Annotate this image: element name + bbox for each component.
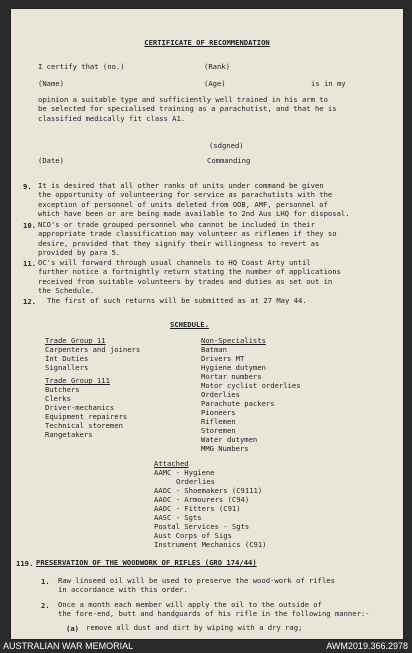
non-specialists-heading: Non-Specialists	[201, 336, 266, 345]
cert-body: opinion a suitable type and sufficiently well trained in his arm to be selected for specialised training as a parachutist, and that he is classified medically fit class A1.	[38, 95, 337, 123]
attached-item: Aust Corps of Sigs	[154, 531, 232, 540]
para-9-number: 9.	[23, 182, 32, 191]
para-119-item-number: (a)	[66, 624, 79, 633]
para-119-item-text: Raw linseed oil will be used to preserve the wood-work of rifles in accordance with this order.	[58, 576, 335, 595]
para-119-number: 119.	[16, 559, 34, 568]
para-10-number: 10.	[23, 221, 36, 230]
trade-group-ii-item: Int Duties	[45, 354, 89, 363]
para-119-item-text: Once a month each member will apply the oil to the outside of the fore-end, butt and handguards of his rifle in the following manner:-	[58, 600, 370, 619]
para-119-heading: PRESERVATION OF THE WOODWORK OF RIFLES (GRO 174/44)	[36, 558, 257, 567]
footer-accession-id: AWM2019.366.2978	[326, 641, 408, 651]
trade-group-ii-item: Signallers	[45, 363, 89, 372]
footer-bar	[0, 640, 412, 653]
para-119-item-number: 2.	[41, 601, 50, 610]
attached-item: AAOC - Armourers (C94)	[154, 495, 250, 504]
non-specialists-item: Orderlies	[201, 390, 240, 399]
attached-item: Orderlies	[176, 477, 215, 486]
para-11-number: 11.	[23, 259, 36, 268]
non-specialists-item: Motor cyclist orderlies	[201, 381, 301, 390]
page-title: CERTIFICATE OF RECOMMENDATION	[144, 38, 270, 47]
non-specialists-item: Parachute packers	[201, 399, 275, 408]
attached-item: Instrument Mechanics (C91)	[154, 540, 267, 549]
trade-group-iii-heading: Trade Group 111	[45, 376, 110, 385]
non-specialists-item: Drivers MT	[201, 354, 245, 363]
cert-line1-right: (Rank)	[204, 62, 230, 71]
schedule-title: SCHEDULE.	[170, 320, 209, 329]
trade-group-iii-item: Technical storemen	[45, 421, 123, 430]
attached-heading: Attached	[154, 459, 189, 468]
para-119-item-text: remove all dust and dirt by wiping with a dry rag;	[86, 623, 303, 632]
trade-group-ii-heading: Trade Group 11	[45, 336, 106, 345]
para-10-text: NCO's or trade grouped personnel who cannot be included in their appropriate trade classification may volunteer as riflemen if they so desire, provided that they signify their willingness to revert as provided by para 5.	[38, 220, 337, 258]
cert-line2-right: is in my	[311, 79, 346, 88]
trade-group-iii-item: Butchers	[45, 385, 80, 394]
non-specialists-item: MMG Numbers	[201, 444, 249, 453]
non-specialists-item: Hygiene dutymen	[201, 363, 266, 372]
non-specialists-item: Riflemen	[201, 417, 236, 426]
attached-item: AAOC - Fitters (C91)	[154, 504, 241, 513]
non-specialists-item: Batman	[201, 345, 227, 354]
non-specialists-item: Water dutymen	[201, 435, 258, 444]
cert-date: (Date)	[38, 156, 64, 165]
attached-item: AAMC - Hygiene	[154, 468, 215, 477]
para-9-text: It is desired that all other ranks of units under command be given the opportunity of volunteering for service as parachutists with the exception of personnel of units deleted from OOB, AMF, personnel of which have been or are being made available to 2nd Aus LHQ for disposal.	[38, 181, 350, 219]
trade-group-iii-item: Rangetakers	[45, 430, 93, 439]
non-specialists-item: Storemen	[201, 426, 236, 435]
attached-item: AAOC - Shoemakers (C9111)	[154, 486, 263, 495]
non-specialists-item: Mortar numbers	[201, 372, 262, 381]
cert-commanding: Commanding	[207, 156, 251, 165]
para-12-number: 12.	[23, 297, 36, 306]
para-11-text: OC's will forward through usual channels to HQ Coast Arty until further notice a fortnightly return stating the number of applications received from suitable volunteers by trades and duties as set out in the Schedule.	[38, 258, 341, 296]
attached-item: Postal Services - Sgts	[154, 522, 250, 531]
cert-line1-left: I certify that (no.)	[38, 62, 125, 71]
trade-group-iii-item: Equipment repairers	[45, 412, 128, 421]
cert-line2-left: (Name)	[38, 79, 64, 88]
cert-line2-mid: (Age)	[204, 79, 226, 88]
para-119-item-number: 1.	[41, 577, 50, 586]
document-page	[11, 9, 403, 639]
trade-group-iii-item: Driver-mechanics	[45, 403, 115, 412]
trade-group-iii-item: Clerks	[45, 394, 71, 403]
non-specialists-item: Pioneers	[201, 408, 236, 417]
footer-institution: AUSTRALIAN WAR MEMORIAL	[3, 641, 134, 651]
para-12-text: The first of such returns will be submitted as at 27 May 44.	[47, 296, 307, 305]
attached-item: AASC - Sgts	[154, 513, 202, 522]
cert-signed: (sdgned)	[209, 141, 244, 150]
trade-group-ii-item: Carpenters and joiners	[45, 345, 141, 354]
